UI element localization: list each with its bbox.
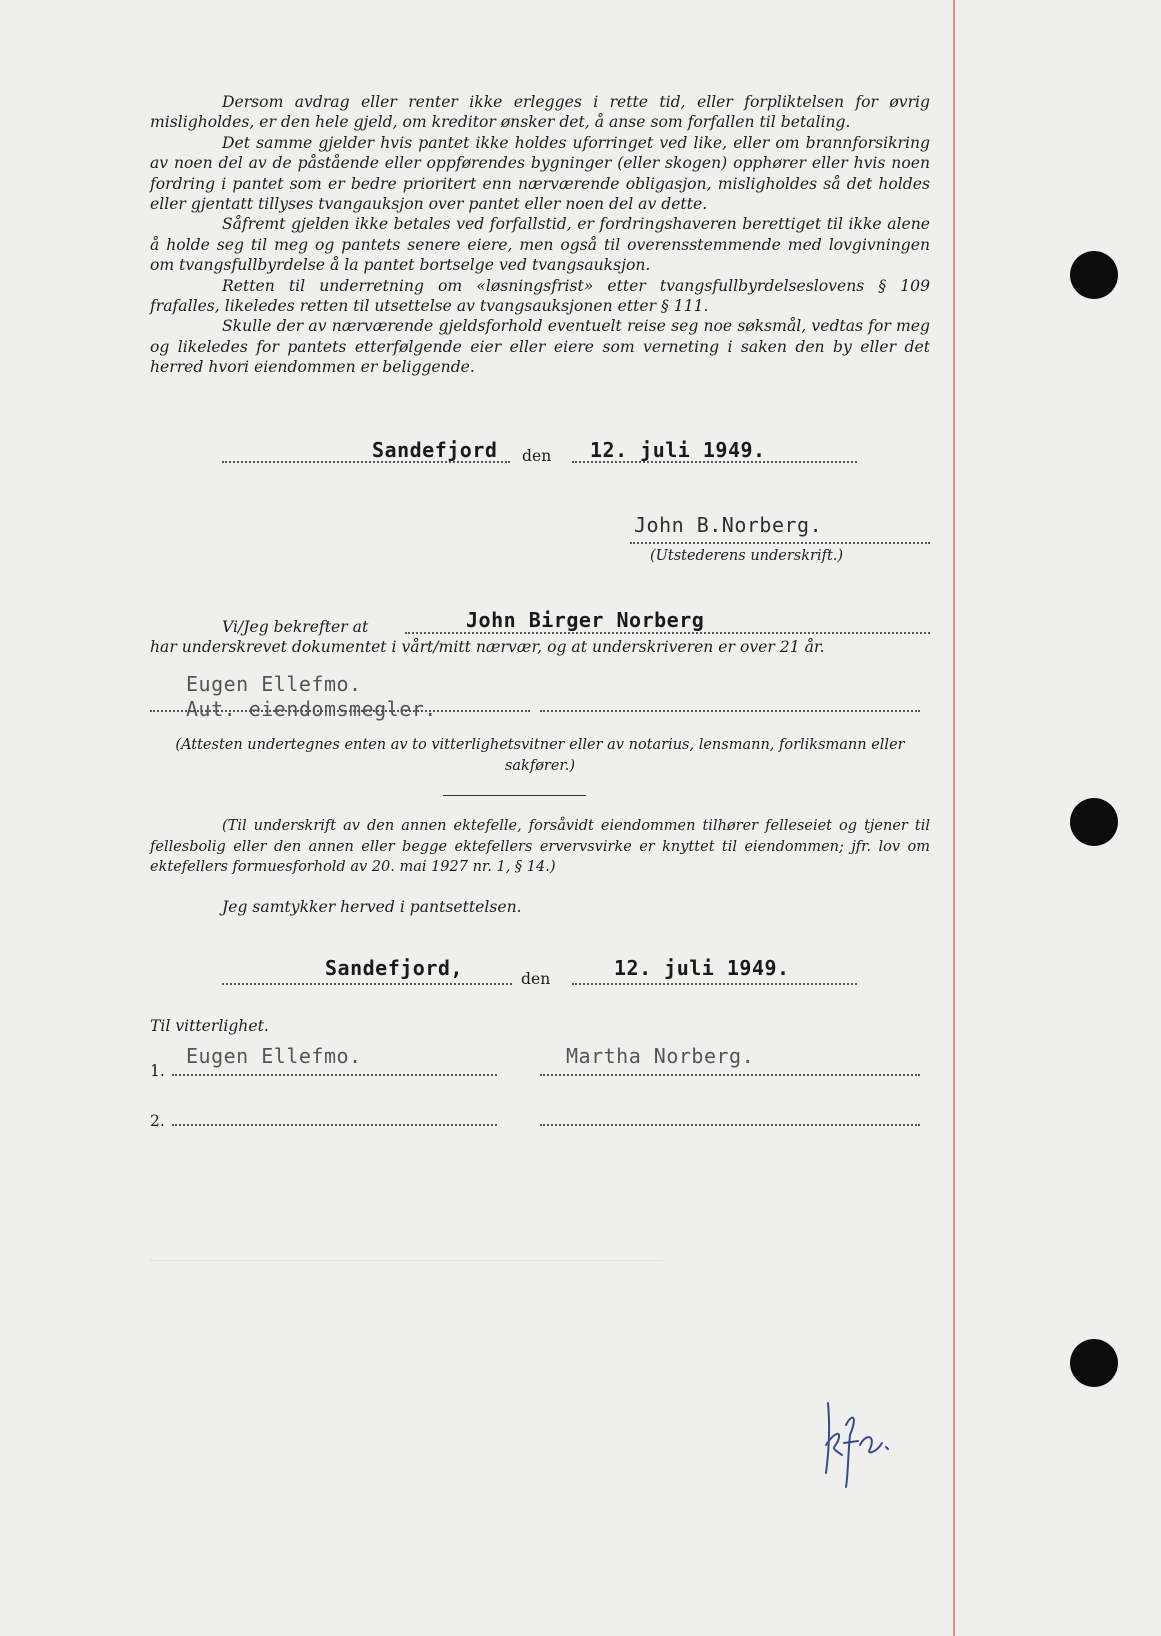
handwritten-initials [820,1395,900,1490]
den-label: den [521,970,551,988]
witness-line-right [540,710,920,712]
legal-terms [150,92,930,378]
witness-1-line [172,1074,497,1076]
issuer-place: Sandefjord [372,438,498,462]
consent-text: Jeg samtykker herved i pantsettelsen. [222,898,522,916]
confirm-line [405,632,930,634]
issuer-date: 12. juli 1949. [590,438,766,462]
consent-date-line [572,983,857,985]
consent-date: 12. juli 1949. [614,956,790,980]
legal-paragraph: Dersom avdrag eller renter ikke erlegges i rette tid, eller forpliktelsen for øvrig misligholdes, er den hele gjeld, om kreditor ønsker det, å anse som forfallen til betaling. [150,93,930,132]
legal-paragraph: Retten til underretning om «løsningsfrist» etter tvangsfullbyrdelseslovens § 109 frafalles, likeledes retten til utsettelse av tvangsauksjonen etter § 111. [150,276,930,316]
spouse-note: (Til underskrift av den annen ektefelle, forsåvidt eiendommen tilhører felleseiet og tjener til fellesbolig eller den annen eller begge ektefellers ervervsvirke er knyttet til eiendommen; jfr. lov om ektefellers formuesforhold av 20. mai 1927 nr. 1, § 14.) [150,818,930,875]
divider [443,795,586,796]
punch-hole [1070,251,1118,299]
spouse-signature: Martha Norberg. [566,1044,755,1068]
witness-name: Eugen Ellefmo. [186,672,362,696]
signature-caption: (Utstederens underskrift.) [650,548,844,564]
confirm-name: John Birger Norberg [466,608,705,632]
consent-place-line [222,983,512,985]
witness-1-name: Eugen Ellefmo. [186,1044,362,1068]
witness-2-line [172,1124,497,1126]
witness-1-number: 1. [150,1062,165,1080]
spouse-signature-line [540,1074,920,1076]
den-label: den [522,447,552,465]
attest-note: (Attesten undertegnes enten av to vitterlighetsvitner eller av notarius, lensmann, forliksmann eller sakfører.) [175,737,905,774]
legal-paragraph: Såfremt gjelden ikke betales ved forfallstid, er fordringshaveren berettiget til ikke alene å holde seg til meg og pantets senere eiere, men også til overensstemmende med lovgivningen om tvangsfullbyrdelse å la pantet bortselge ved tvangsauksjon. [150,215,930,275]
witness-2-line-right [540,1124,920,1126]
legal-paragraph: Skulle der av nærværende gjeldsforhold eventuelt reise seg noe søksmål, vedtas for meg og likeledes for pantets etterfølgende eier eller eiere som verneting i saken den by eller det herred hvori eiendommen er beliggende. [150,317,930,377]
confirm-label: Vi/Jeg bekrefter at [222,618,369,636]
bleed-through: ——————————————————————————————————————————————————————————————————————— [150,1253,663,1267]
witness-title: Aut. eiendomsmegler. [186,697,437,721]
witness-line-left [150,710,530,712]
margin-rule [953,0,955,1636]
witness-2-number: 2. [150,1112,165,1130]
punch-hole [1070,798,1118,846]
witness-heading: Til vitterlighet. [150,1017,269,1035]
signature-line [630,542,930,544]
punch-hole [1070,1339,1118,1387]
confirm-text: har underskrevet dokumentet i vårt/mitt nærvær, og at underskriveren er over 21 år. [150,638,825,656]
consent-place: Sandefjord, [325,956,463,980]
legal-paragraph: Det samme gjelder hvis pantet ikke holdes uforringet ved like, eller om brannforsikring av noen del av de påstående eller oppførendes bygninger (eller skogen) opphører eller hvis noen fordring i pantet som er bedre prioritert enn nærværende obligasjon, misligholdes så det holdes eller gjentatt tillyses tvangauksjon over pantet eller noen del av dette. [150,133,930,214]
issuer-signature: John B.Norberg. [634,513,823,537]
